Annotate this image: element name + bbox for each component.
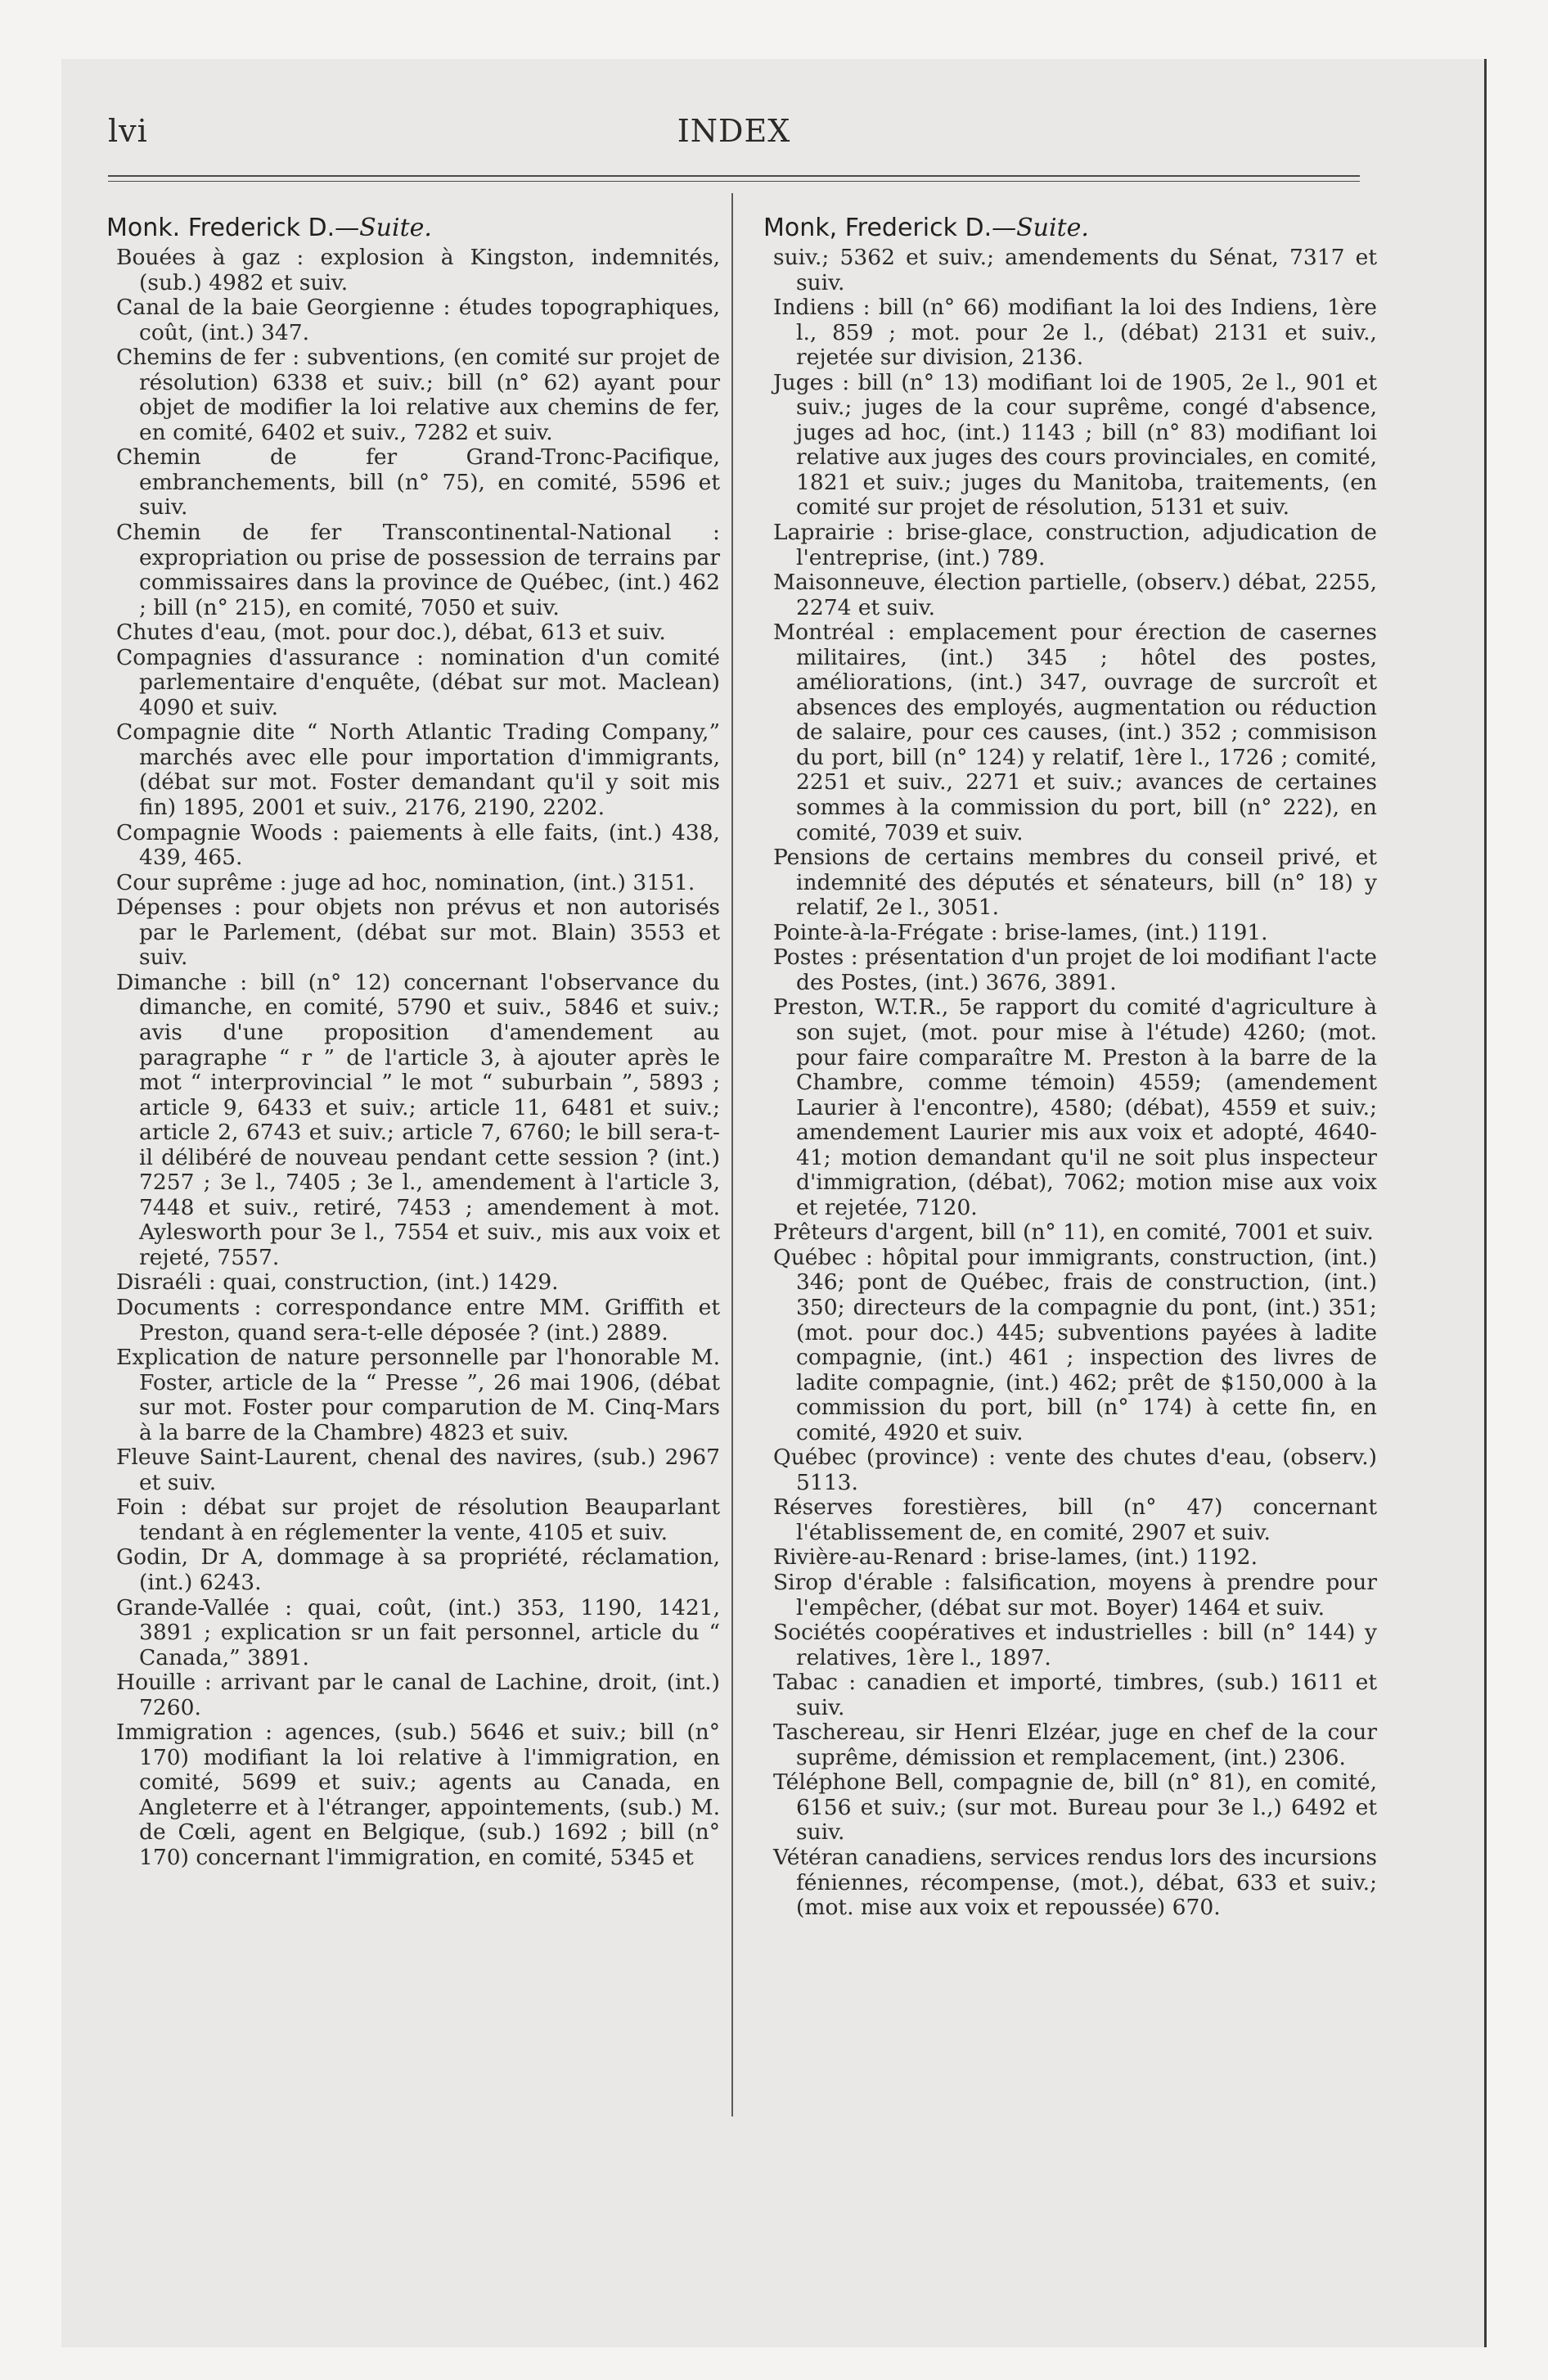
index-entry: Dimanche : bill (n° 12) concernant l'observance du dimanche, en comité, 5790 et suiv., 5846 et suiv.; avis d'une proposition d'amendement au paragraphe “ r ” de l'article 3, à ajouter après le mot “ interprovincial ” le mot “ suburbain ”, 5893 ; article 9, 6433 et suiv.; article 11, 6481 et suiv.; article 2, 6743 et suiv.; article 7, 6760; le bill sera-t-il délibéré de nouveau pendant cette session ? (int.) 7257 ; 3e l., 7405 ; 3e l., amendement à l'article 3, 7448 et suiv., retiré, 7453 ; amendement à mot. Aylesworth pour 3e l., 7554 et suiv., mis aux voix et rejeté, 7557. <box>116 969 720 1270</box>
index-entry: Sociétés coopératives et industrielles : bill (n° 144) y relatives, 1ère l., 1897. <box>773 1620 1377 1670</box>
index-entries <box>106 246 720 1871</box>
index-entry: Prêteurs d'argent, bill (n° 11), en comité, 7001 et suiv. <box>773 1219 1374 1246</box>
left-column <box>106 214 720 1871</box>
index-entry: Chemins de fer : subventions, (en comité sur projet de résolution) 6338 et suiv.; bill (n° 62) ayant pour objet de modifier la loi relative aux chemins de fer, en comité, 6402 et suiv., 7282 et suiv. <box>116 345 720 445</box>
page-number: lvi <box>108 113 148 149</box>
index-entry: Chutes d'eau, (mot. pour doc.), débat, 613 et suiv. <box>116 620 666 646</box>
index-entry: Chemin de fer Transcontinental-National : expropriation ou prise de possession de terrains par commissaires dans la province de Québec, (int.) 462 ; bill (n° 215), en comité, 7050 et suiv. <box>116 520 720 620</box>
index-entry: Grande-Vallée : quai, coût, (int.) 353, 1190, 1421, 3891 ; explication sr un fait personnel, article du “ Canada,” 3891. <box>116 1594 720 1670</box>
index-entry: Dépenses : pour objets non prévus et non autorisés par le Parlement, (débat sur mot. Blain) 3553 et suiv. <box>116 895 720 971</box>
index-entry: Rivière-au-Renard : brise-lames, (int.) 1192. <box>773 1544 1258 1571</box>
index-entry: suiv.; 5362 et suiv.; amendements du Sénat, 7317 et suiv. <box>773 245 1377 295</box>
right-column <box>763 214 1377 1921</box>
index-entry: Québec (province) : vente des chutes d'eau, (observ.) 5113. <box>773 1445 1377 1495</box>
index-entry: Fleuve Saint-Laurent, chenal des navires, (sub.) 2967 et suiv. <box>116 1445 720 1495</box>
index-entry: Réserves forestières, bill (n° 47) concernant l'établissement de, en comité, 2907 et suiv. <box>773 1494 1377 1545</box>
index-entry: Montréal : emplacement pour érection de casernes militaires, (int.) 345 ; hôtel des postes, améliorations, (int.) 347, ouvrage de surcroît et absences des employés, augmentation ou réduction de salaire, pour ces causes, (int.) 352 ; commisison du port, bill (n° 124) y relatif, 1ère l., 1726 ; comité, 2251 et suiv., 2271 et suiv.; avances de certaines sommes à la commission du port, bill (n° 222), en comité, 7039 et suiv. <box>773 620 1377 845</box>
entry-heading: Monk. Frederick D.—Suite. <box>106 214 432 242</box>
index-entry: Vétéran canadiens, services rendus lors des incursions féniennes, récompense, (mot.), débat, 633 et suiv.; (mot. mise aux voix et repoussée) 670. <box>773 1845 1377 1921</box>
page-title: INDEX <box>677 113 791 149</box>
index-entry: Compagnie Woods : paiements à elle faits, (int.) 438, 439, 465. <box>116 819 720 871</box>
page-header <box>108 106 1360 156</box>
page-edge <box>1484 59 1487 2347</box>
index-entry: Juges : bill (n° 13) modifiant loi de 1905, 2e l., 901 et suiv.; juges de la cour suprême, congé d'absence, juges ad hoc, (int.) 1143 ; bill (n° 83) modifiant loi relative aux juges des cours provinciales, en comité, 1821 et suiv.; juges du Manitoba, traitements, (en comité sur projet de résolution, 5131 et suiv. <box>773 369 1377 521</box>
index-entry: Taschereau, sir Henri Elzéar, juge en chef de la cour suprême, démission et remplacement, (int.) 2306. <box>773 1720 1377 1770</box>
index-entries <box>763 246 1377 1921</box>
index-entry: Tabac : canadien et importé, timbres, (sub.) 1611 et suiv. <box>773 1670 1377 1720</box>
index-entry: Pointe-à-la-Frégate : brise-lames, (int.) 1191. <box>773 919 1268 945</box>
index-entry: Pensions de certains membres du conseil privé, et indemnité des députés et sénateurs, bill (n° 18) y relatif, 2e l., 3051. <box>773 845 1377 921</box>
index-entry: Sirop d'érable : falsification, moyens à prendre pour l'empêcher, (débat sur mot. Boyer) 1464 et suiv. <box>773 1569 1377 1620</box>
index-entry: Foin : débat sur projet de résolution Beauparlant tendant à en réglementer la vente, 4105 et suiv. <box>116 1494 720 1545</box>
index-entry: Preston, W.T.R., 5e rapport du comité d'agriculture à son sujet, (mot. pour mise à l'étude) 4260; (mot. pour faire comparaître M. Preston à la barre de la Chambre, comme témoin) 4559; (amendement Laurier à l'encontre), 4580; (débat), 4559 et suiv.; amendement Laurier mis aux voix et adopté, 4640-41; motion demandant qu'il ne soit plus inspecteur d'immigration, (débat), 7062; motion mise aux voix et rejetée, 7120. <box>773 994 1377 1220</box>
index-entry: Disraéli : quai, construction, (int.) 1429. <box>116 1269 559 1296</box>
index-entry: Téléphone Bell, compagnie de, bill (n° 81), en comité, 6156 et suiv.; (sur mot. Bureau pour 3e l.,) 6492 et suiv. <box>773 1769 1377 1846</box>
index-entry: Maisonneuve, élection partielle, (observ.) débat, 2255, 2274 et suiv. <box>773 570 1377 620</box>
index-entry: Québec : hôpital pour immigrants, construction, (int.) 346; pont de Québec, frais de construction, (int.) 350; directeurs de la compagnie du pont, (int.) 351; (mot. pour doc.) 445; subventions payées à ladite compagnie, (int.) 461 ; inspection des livres de ladite compagnie, (int.) 462; prêt de $150,000 à la commission du port, bill (n° 174) à cette fin, en comité, 4920 et suiv. <box>773 1244 1377 1445</box>
index-entry: Cour suprême : juge ad hoc, nomination, (int.) 3151. <box>116 869 695 895</box>
index-entry: Postes : présentation d'un projet de loi modifiant l'acte des Postes, (int.) 3676, 3891. <box>773 944 1377 995</box>
index-entry: Laprairie : brise-glace, construction, adjudication de l'entreprise, (int.) 789. <box>773 520 1377 570</box>
index-entry: Chemin de fer Grand-Tronc-Pacifique, embranchements, bill (n° 75), en comité, 5596 et suiv. <box>116 444 720 521</box>
index-entry: Immigration : agences, (sub.) 5646 et suiv.; bill (n° 170) modifiant la loi relative à l'immigration, en comité, 5699 et suiv.; agents au Canada, en Angleterre et à l'étranger, appointements, (sub.) M. de Cœli, agent en Belgique, (sub.) 1692 ; bill (n° 170) concernant l'immigration, en comité, 5345 et <box>116 1720 720 1870</box>
index-entry: Documents : correspondance entre MM. Griffith et Preston, quand sera-t-elle déposée ? (int.) 2889. <box>116 1294 720 1346</box>
index-entry: Compagnies d'assurance : nomination d'un comité parlementaire d'enquête, (débat sur mot. Maclean) 4090 et suiv. <box>116 644 720 720</box>
index-entry: Godin, Dr A, dommage à sa propriété, réclamation, (int.) 6243. <box>116 1544 720 1595</box>
index-entry: Indiens : bill (n° 66) modifiant la loi des Indiens, 1ère l., 859 ; mot. pour 2e l., (débat) 2131 et suiv., rejetée sur division, 2136. <box>773 295 1377 371</box>
index-entry: Canal de la baie Georgienne : études topographiques, coût, (int.) 347. <box>116 295 720 345</box>
index-entry: Explication de nature personnelle par l'honorable M. Foster, article de la “ Presse ”, 26 mai 1906, (débat sur mot. Foster pour comparution de M. Cinq-Mars à la barre de la Chambre) 4823 et suiv. <box>116 1345 720 1445</box>
entry-heading: Monk, Frederick D.—Suite. <box>763 214 1089 242</box>
index-entry: Houille : arrivant par le canal de Lachine, droit, (int.) 7260. <box>116 1670 720 1720</box>
index-entry: Compagnie dite “ North Atlantic Trading Company,” marchés avec elle pour importation d'immigrants, (débat sur mot. Foster demandant qu'il y soit mis fin) 1895, 2001 et suiv., 2176, 2190, 2202. <box>116 719 720 821</box>
index-entry: Bouées à gaz : explosion à Kingston, indemnités, (sub.) 4982 et suiv. <box>116 245 720 295</box>
header-rule <box>108 175 1360 182</box>
column-divider <box>731 193 733 2116</box>
